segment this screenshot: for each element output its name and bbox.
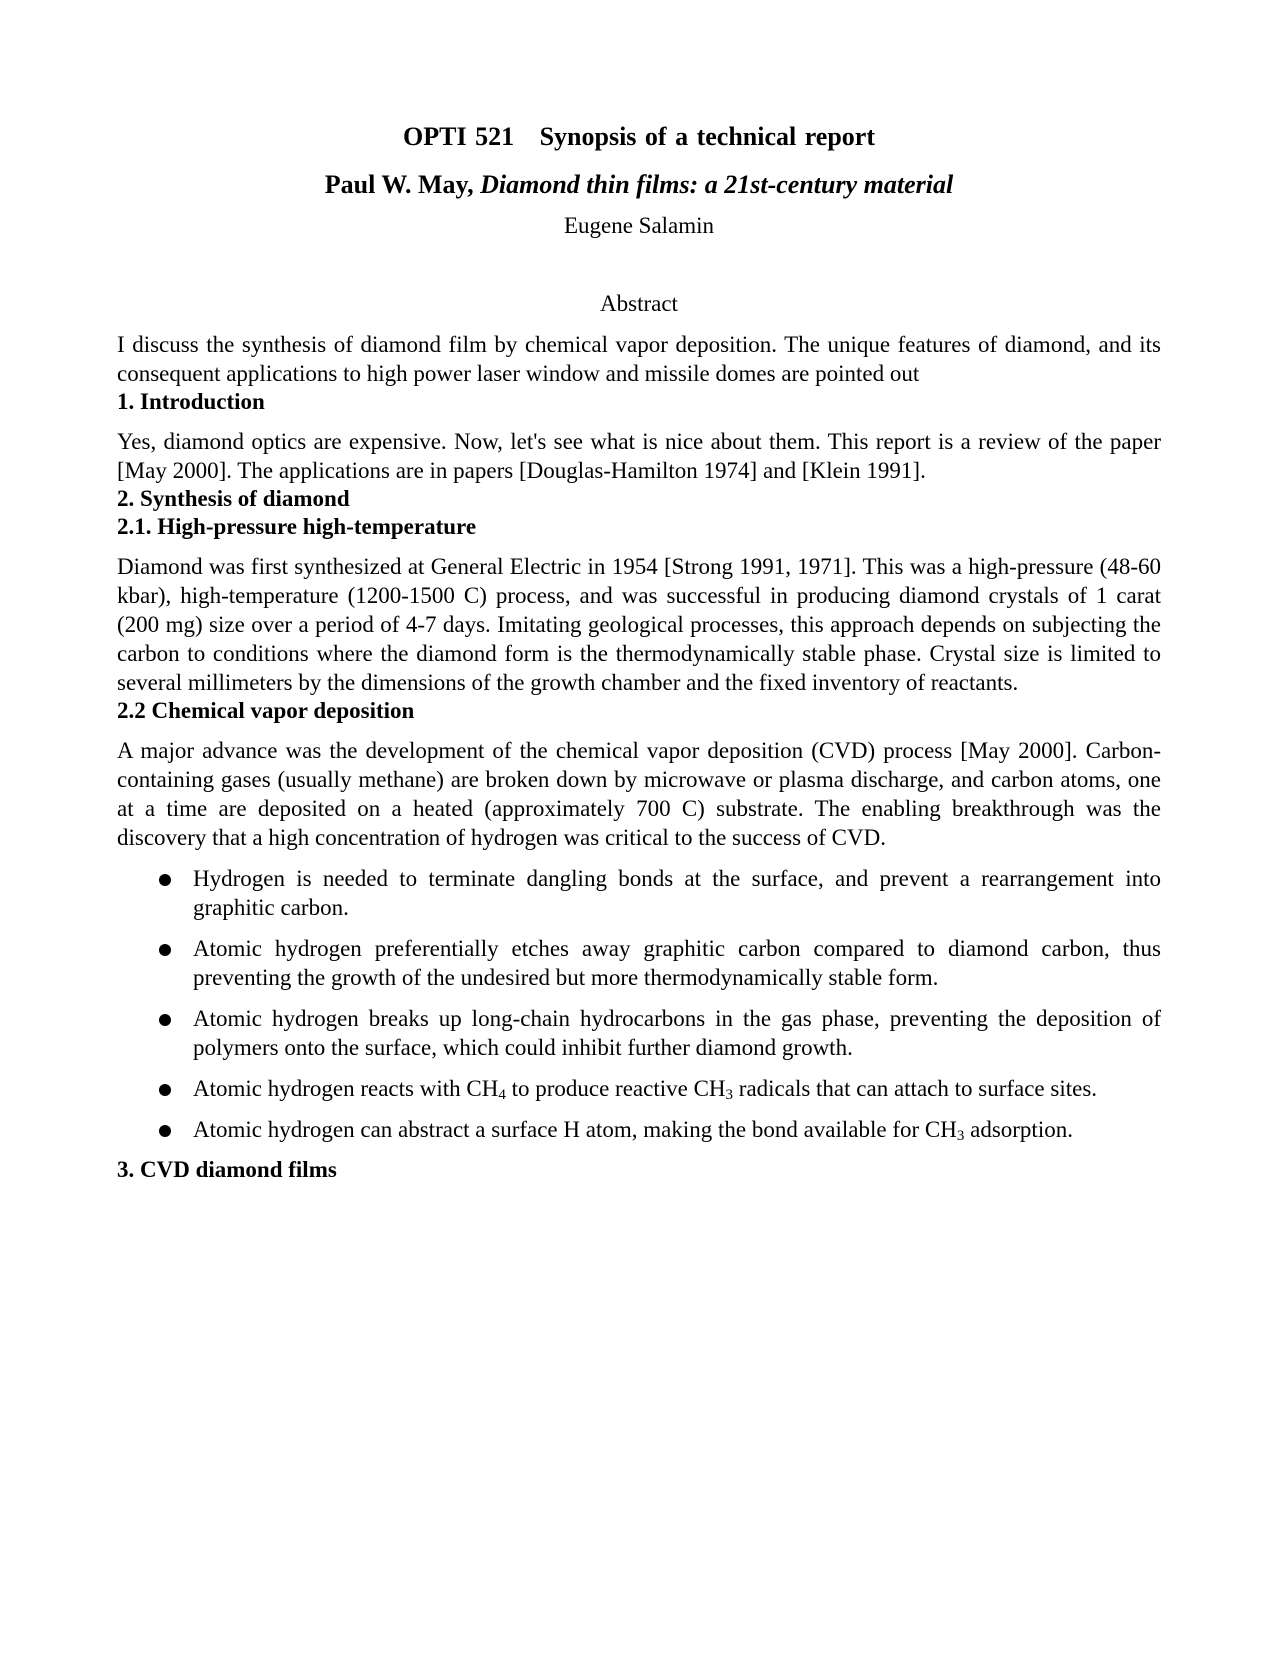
list-item-text <box>193 1076 1097 1101</box>
text-fragment: to produce reactive CH <box>505 1076 726 1101</box>
report-author: Eugene Salamin <box>563 213 715 238</box>
text-fragment: Atomic hydrogen can abstract a surface H atom, making the bond available for CH <box>193 1117 957 1142</box>
section-heading-cvd-films: 3. CVD diamond films <box>117 1157 337 1182</box>
subsection-heading-hpht: 2.1. High-pressure high-temperature <box>117 514 477 539</box>
list-item <box>117 1004 1161 1062</box>
list-item-text: Hydrogen is needed to terminate dangling bonds at the surface, and prevent a rearrangement into graphitic carbon. <box>193 866 1161 920</box>
abstract-heading: Abstract <box>600 291 678 316</box>
subscript: 3 <box>956 1128 965 1144</box>
bullet-dot-icon <box>159 1084 171 1096</box>
bullet-dot-icon <box>159 1125 171 1137</box>
list-item <box>117 1074 1161 1103</box>
subsection-heading-cvd: 2.2 Chemical vapor deposition <box>117 698 415 723</box>
course-code: OPTI 521 <box>403 122 515 151</box>
list-item <box>117 1115 1161 1144</box>
bullet-dot-icon <box>159 944 171 956</box>
subscript: 3 <box>725 1087 734 1103</box>
list-item <box>117 864 1161 922</box>
list-item-text <box>193 1117 1073 1142</box>
section-heading-introduction: 1. Introduction <box>117 389 265 414</box>
list-item-text: Atomic hydrogen preferentially etches away graphitic carbon compared to diamond carbon, thus preventing the growth of the undesired but more thermodynamically stable form. <box>193 936 1161 990</box>
paper-reference <box>117 170 1161 200</box>
hydrogen-bullet-list <box>117 864 1161 1144</box>
hpht-text: Diamond was first synthesized at General Electric in 1954 [Strong 1991, 1971]. This was a high-pressure (48-60 kbar), high-temperature (1200-1500 C) process, and was successful in producing diamond crystals of 1 carat (200 mg) size over a period of 4-7 days. Imitating geological processes, this approach depends on subjecting the carbon to conditions where the diamond form is the thermodynamically stable phase. Crystal size is limited to several millimeters by the dimensions of the growth chamber and the fixed inventory of reactants. <box>117 554 1161 695</box>
text-fragment: radicals that can attach to surface sites. <box>733 1076 1098 1101</box>
section-heading-synthesis: 2. Synthesis of diamond <box>117 486 350 511</box>
introduction-text: Yes, diamond optics are expensive. Now, let's see what is nice about them. This report is a review of the paper [May 2000]. The applications are in papers [Douglas-Hamilton 1974] and [Klein 1991]. <box>117 429 1161 483</box>
list-item <box>117 934 1161 992</box>
subscript: 4 <box>498 1087 506 1103</box>
report-title <box>117 122 1161 152</box>
bullet-dot-icon <box>159 874 171 886</box>
cvd-text: A major advance was the development of the chemical vapor deposition (CVD) process [May 2000]. Carbon-containing gases (usually methane) are broken down by microwave or plasma discharge, and carbon atoms, one at a time are deposited on a heated (approximately 700 C) substrate. The enabling breakthrough was the discovery that a high concentration of hydrogen was critical to the success of CVD. <box>117 738 1161 850</box>
document-page <box>117 122 1161 1184</box>
report-type: Synopsis of a technical report <box>539 122 875 151</box>
bullet-dot-icon <box>159 1014 171 1026</box>
text-fragment: adsorption. <box>964 1117 1073 1142</box>
abstract-text: I discuss the synthesis of diamond film by chemical vapor deposition. The unique features of diamond, and its consequent applications to high power laser window and missile domes are pointed out <box>117 332 1161 386</box>
list-item-text: Atomic hydrogen breaks up long-chain hydrocarbons in the gas phase, preventing the deposition of polymers onto the surface, which could inhibit further diamond growth. <box>193 1006 1161 1060</box>
paper-title: Diamond thin films: a 21st-century material <box>480 170 954 199</box>
paper-author: Paul W. May, <box>324 170 474 199</box>
text-fragment: Atomic hydrogen reacts with CH <box>193 1076 499 1101</box>
